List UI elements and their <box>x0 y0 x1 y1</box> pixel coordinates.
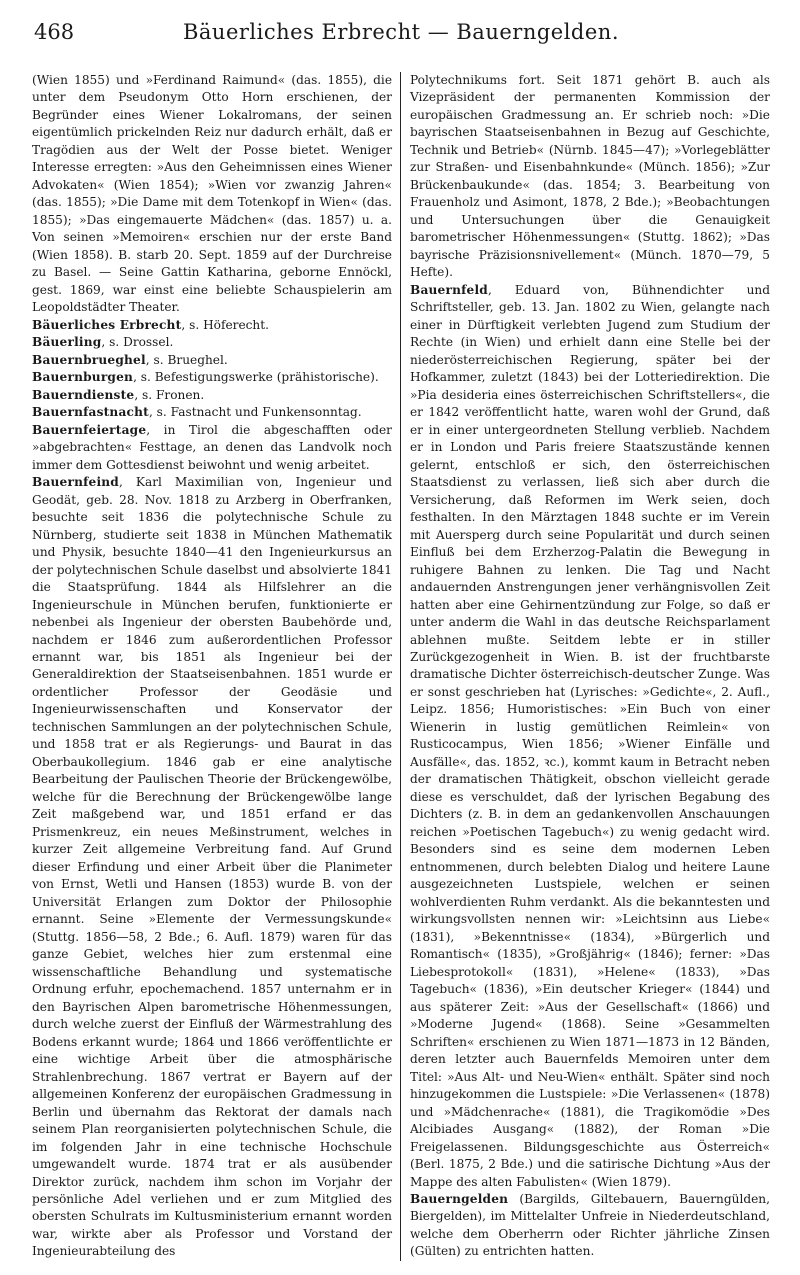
entry-bauerngelden <box>410 1191 770 1261</box>
entry-text: , s. Brueghel. <box>145 352 228 367</box>
entry-bauernfeind <box>32 474 392 1261</box>
entry-headword: Bauernfeind <box>32 475 119 490</box>
entry-text: , s. Drossel. <box>101 335 174 350</box>
entry-text: , in Tirol die abgeschafften oder »abgebrachten« Festtage, an denen das Landvolk noch immer dem Gottesdienst beiwohnt und wenig arbeitet. <box>32 422 392 472</box>
entry-text: , s. Höferecht. <box>181 317 269 332</box>
entry-text: , s. Fronen. <box>134 387 205 402</box>
entry-baeuerling <box>32 334 392 351</box>
entry-bauerndienste <box>32 387 392 404</box>
entry-text: (Bargilds, Giltebauern, Bauerngülden, Biergelden), im Mittelalter Unfreie in Niederdeutschland, welche dem Oberherrn oder Richter jährliche Zinsen (Gülten) zu entrichten hatten. <box>410 1192 770 1259</box>
page-number: 468 <box>34 20 75 44</box>
entry-headword: Bauernfeld <box>410 282 488 297</box>
entry-headword: Bäuerliches Erbrecht <box>32 317 182 332</box>
entry-text: , Eduard von, Bühnendichter und Schriftsteller, geb. 13. Jan. 1802 zu Wien, gelangte nach einer in Dürftigkeit verlebten Jugend zum Studium der Rechte (in Wien) und erhielt dann eine Stelle bei der niederösterreichischen Regierung, später bei der Hofkammer, zuletzt (1843) bei der Lotteriedirektion. Die »Pia desideria eines österreichischen Schriftstellers«, die er 1842 veröffentlicht hatte, waren wohl der Grund, daß er in einer untergeordneten Stellung verblieb. Nachdem er in London und Paris freiere Staatszustände kennen gelernt, entschloß er sich, den österreichischen Staatsdienst zu verlassen, ließ sich aber durch die Versicherung, daß Reformen im Werk seien, doch festhalten. In den Märztagen 1848 suchte er im Verein mit Auersperg durch seine Popularität und durch seinen Einfluß bei dem Erzherzog-Palatin die Bewegung in ruhigere Bahnen zu lenken. Die Tag und Nacht andauernden Anstrengungen jener verhängnisvollen Zeit hatten aber eine Gehirnentzündung zur Folge, so daß er unter anderm die Wahl in das deutsche Reichsparlament ablehnen mußte. Seitdem lebte er in stiller Zurückgezogenheit in Wien. B. ist der fruchtbarste dramatische Dichter österreichisch-deutscher Zunge. Was er sonst geschrieben hat (Lyrisches: »Gedichte«, 2. Aufl., Leipz. 1856; Humoristisches: »Ein Buch von einer Wienerin in lustig gemütlichen Reimlein« von Rusticocampus, Wien 1856; »Wiener Einfälle und Ausfälle«, das. 1852, ꝛc.), kommt kaum in Betracht neben der dramatischen Thätigkeit, obschon vielleicht gerade diese es verschuldet, daß der lyrischen Begabung des Dichters (z. B. in dem an gedankenvollen Anschauungen reichen »Poetischen Tagebuch«) zu wenig gedacht wird. Besonders sind es seine dem modernen Leben entnommenen, durch belebten Dialog und heitere Laune ausgezeichneten Lustspiele, welchen er seinen wohlverdienten Ruhm verdankt. Als die bekanntesten und wirkungsvollsten nennen wir: »Leichtsinn aus Liebe« (1831), »Bekenntnisse« (1834), »Bürgerlich und Romantisch« (1835), »Großjährig« (1846); ferner: »Das Liebesprotokoll« (1831), »Helene« (1833), »Das Tagebuch« (1836), »Ein deutscher Krieger« (1844) und aus späterer Zeit: »Aus der Gesellschaft« (1866) und »Moderne Jugend« (1868). Seine »Gesammelten Schriften« erschienen zu Wien 1871—1873 in 12 Bänden, deren letzter auch Bauernfelds Memoiren unter dem Titel: »Aus Alt- und Neu-Wien« enthält. Später sind noch hinzugekommen die Lustspiele: »Die Verlassenen« (1878) und »Mädchenrache« (1881), die Tragikomödie »Des Alcibiades Ausgang« (1882), der Roman »Die Freigelassenen. Bildungsgeschichte aus Österreich« (Berl. 1875, 2 Bde.) und die satirische Dichtung »Aus der Mappe des alten Fabulisten« (Wien 1879). <box>410 282 770 1189</box>
entry-bauernbrueghel <box>32 352 392 369</box>
entry-continuation <box>410 72 770 282</box>
entry-bauernfeld <box>410 282 770 1191</box>
entry-headword: Bauernfastnacht <box>32 405 149 420</box>
entry-headword: Bauerngelden <box>410 1192 509 1206</box>
entry-headword: Bauernburgen <box>32 370 134 385</box>
entry-headword: Bäuerling <box>32 335 102 350</box>
entry-continuation <box>32 72 392 317</box>
entry-text: , s. Befestigungswerke (prähistorische). <box>133 370 379 385</box>
entry-headword: Bauernfeiertage <box>32 422 147 437</box>
entry-headword: Bauerndienste <box>32 387 135 402</box>
entry-bauernfastnacht <box>32 404 392 421</box>
entry-bauernburgen <box>32 369 392 386</box>
entry-text: , Karl Maximilian von, Ingenieur und Geodät, geb. 28. Nov. 1818 zu Arzberg in Oberfranken, besuchte seit 1836 die polytechnische Schule zu Nürnberg, studierte seit 1838 in München Mathematik und Physik, besuchte 1840—41 den Ingenieurkursus an der polytechnischen Schule daselbst und absolvierte 1841 die Staatsprüfung. 1844 als Hilfslehrer an die Ingenieurschule in München berufen, funktionierte er nebenbei als Ingenieur der obersten Baubehörde und, nachdem er 1846 zum außerordentlichen Professor ernannt war, bis 1851 als Ingenieur bei der Generaldirektion der Staatseisenbahnen. 1851 wurde er ordentlicher Professor der Geodäsie und Ingenieurwissenschaften und Konservator der technischen Sammlungen an der polytechnischen Schule, und 1858 trat er als Regierungs- und Baurat in das Oberbaukollegium. 1846 gab er eine analytische Bearbeitung der Paulischen Theorie der Brückengewölbe, welche für die Berechnung der Brückengewölbe lange Zeit maßgebend war, und 1851 erfand er das Prismenkreuz, ein neues Meßinstrument, welches in kurzer Zeit allgemeine Verbreitung fand. Auf Grund dieser Erfindung und einer Arbeit über die Planimeter von Ernst, Wetli und Hansen (1853) wurde B. von der Universität Erlangen zum Doktor der Philosophie ernannt. Seine »Elemente der Vermessungskunde« (Stuttg. 1856—58, 2 Bde.; 6. Aufl. 1879) waren für das ganze Gebiet, welches hier zum erstenmal eine wissenschaftliche Behandlung und systematische Ordnung erfuhr, epochemachend. 1857 unternahm er in den Bayrischen Alpen barometrische Höhenmessungen, durch welche zuerst der Einfluß der Wärmestrahlung des Bodens erkannt wurde; 1864 und 1866 veröffentlichte er eine wichtige Arbeit über die atmosphärische Strahlenbrechung. 1867 vertrat er Bayern auf der allgemeinen Konferenz der europäischen Gradmessung in Berlin und übernahm das Rektorat der damals nach seinem Plan reorganisierten polytechnischen Schule, die im folgenden Jahr in eine technische Hochschule umgewandelt wurde. 1874 trat er als ausübender Direktor zurück, nachdem ihm schon im Vorjahr der persönliche Adel verliehen und er zum Mitglied des obersten Schulrats im Kultusministerium ernannt worden war, wirkte aber als Professor und Vorstand der Ingenieurabteilung des <box>32 475 392 1259</box>
entry-headword: Bauernbrueghel <box>32 352 146 367</box>
page-header <box>32 0 770 50</box>
entry-text: Polytechnikums fort. Seit 1871 gehört B. auch als Vizepräsident der permanenten Kommission der europäischen Gradmessung an. Er schrieb noch: »Die bayrischen Staatseisenbahnen in Bezug auf Geschichte, Technik und Betrieb« (Nürnb. 1845—47); »Vorlegeblätter zur Straßen- und Eisenbahnkunde« (Münch. 1856); »Zur Brückenbaukunde« (das. 1854; 3. Bearbeitung von Frauenholz und Asimont, 1878, 2 Bde.); »Beobachtungen und Untersuchungen über die Genauigkeit barometrischer Höhenmessungen« (Stuttg. 1862); »Das bayrische Präzisionsnivellement« (Münch. 1870—79, 5 Hefte). <box>410 73 770 280</box>
entry-bauernfeiertage <box>32 422 392 474</box>
running-title: Bäuerliches Erbrecht — Bauerngelden. <box>182 20 620 44</box>
entry-text: (Wien 1855) und »Ferdinand Raimund« (das. 1855), die unter dem Pseudonym Otto Horn erschienen, der Begründer eines Wiener Lokalromans, der seinen eigentümlich prickelnden Reiz nur dadurch erhält, daß er Tragödien aus der Welt der Posse bietet. Weniger Interesse erregten: »Aus den Geheimnissen eines Wiener Advokaten« (Wien 1854); »Wien vor zwanzig Jahren« (das. 1855); »Die Dame mit dem Totenkopf in Wien« (das. 1855); »Das eingemauerte Mädchen« (das. 1857) u. a. Von seinen »Memoiren« erschien nur der erste Band (Wien 1858). B. starb 20. Sept. 1859 auf der Durchreise zu Basel. — Seine Gattin Katharina, geborne Ennöckl, gest. 1869, war einst eine beliebte Schauspielerin am Leopoldstädter Theater. <box>32 73 392 315</box>
text-columns <box>32 72 770 1261</box>
entry-text: , s. Fastnacht und Funkensonntag. <box>148 405 362 420</box>
entry-baeuerliches-erbrecht <box>32 317 392 334</box>
right-column <box>401 72 770 1261</box>
left-column <box>32 72 401 1261</box>
